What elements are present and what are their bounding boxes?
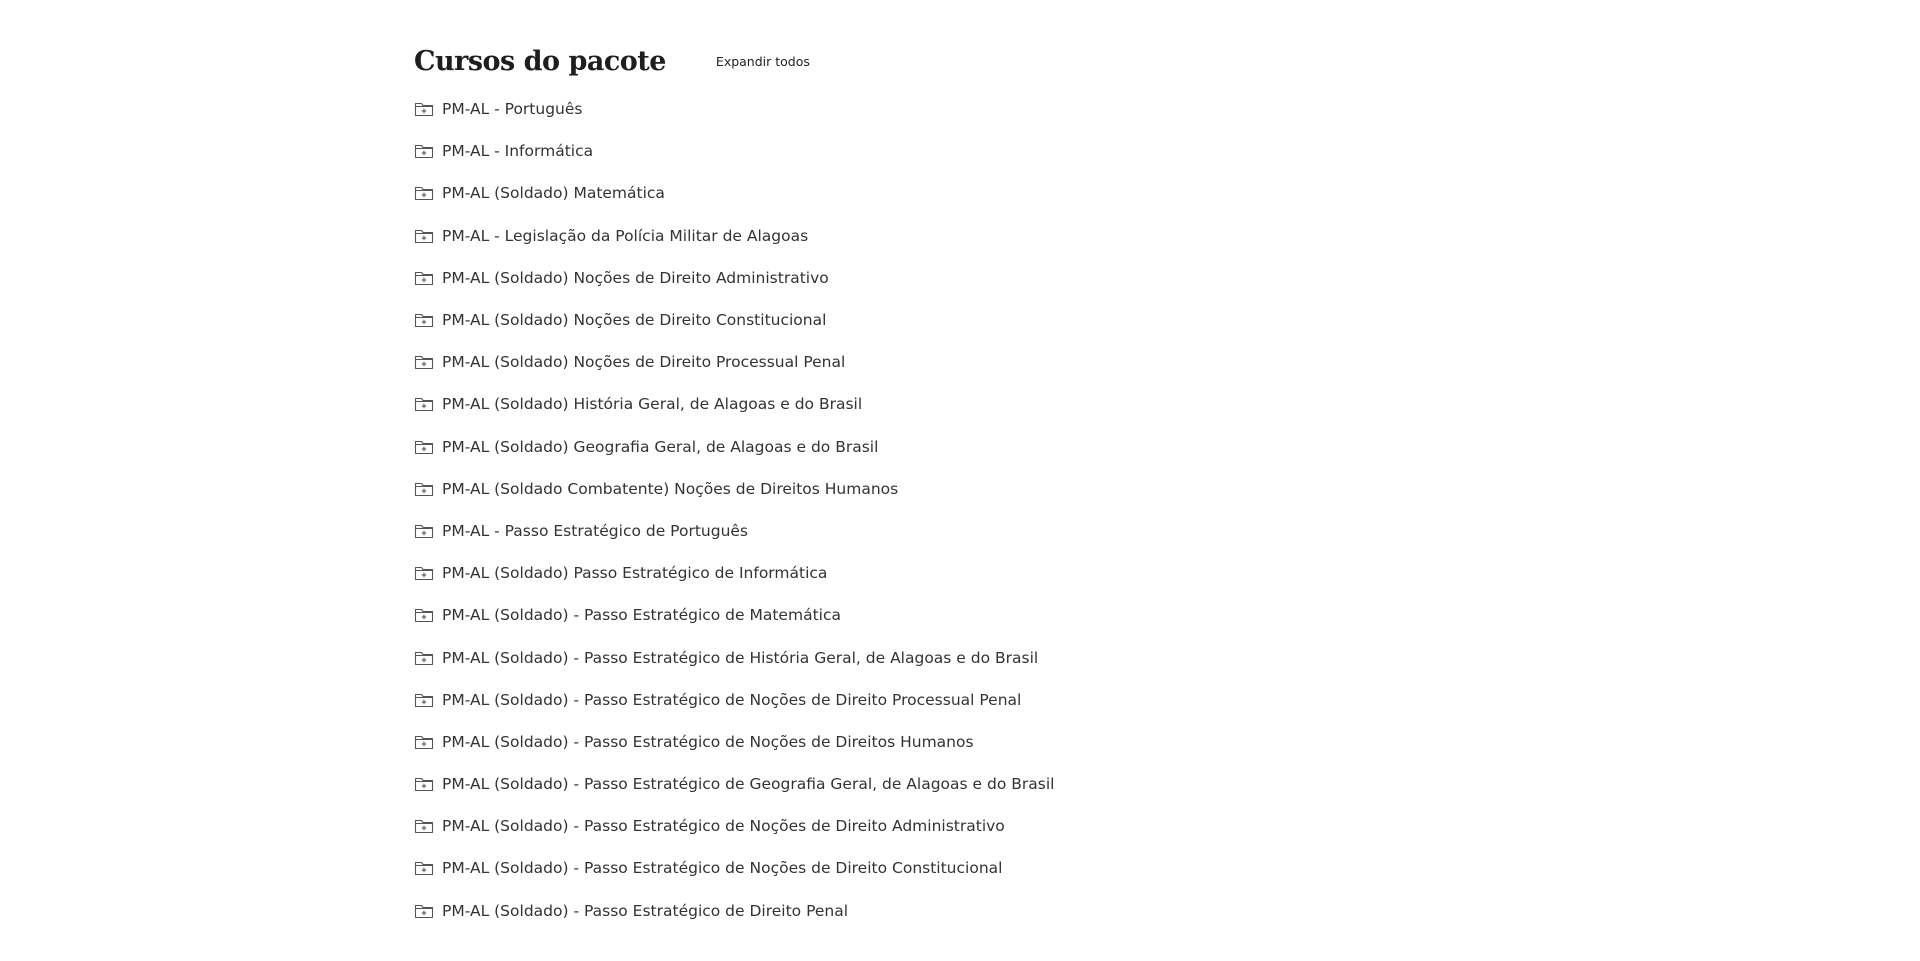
course-item[interactable]: [414, 890, 1514, 932]
section-title: Cursos do pacote: [414, 45, 666, 77]
course-item[interactable]: [414, 721, 1514, 763]
course-item[interactable]: [414, 594, 1514, 636]
course-label: PM-AL (Soldado) Geografia Geral, de Alagoas e do Brasil: [442, 437, 879, 456]
course-label: PM-AL (Soldado) - Passo Estratégico de Matemática: [442, 606, 841, 625]
folder-plus-icon: [414, 439, 434, 455]
course-label: PM-AL (Soldado) Noções de Direito Constitucional: [442, 311, 827, 330]
course-item[interactable]: [414, 679, 1514, 721]
folder-plus-icon: [414, 270, 434, 286]
course-label: PM-AL - Passo Estratégico de Português: [442, 521, 749, 540]
folder-plus-icon: [414, 101, 434, 117]
course-label: PM-AL (Soldado) Noções de Direito Processual Penal: [442, 353, 846, 372]
folder-plus-icon: [414, 818, 434, 834]
course-item[interactable]: [414, 847, 1514, 889]
course-item[interactable]: [414, 763, 1514, 805]
expand-all-button[interactable]: Expandir todos: [715, 53, 810, 69]
folder-plus-icon: [414, 228, 434, 244]
folder-plus-icon: [414, 860, 434, 876]
folder-plus-icon: [414, 903, 434, 919]
course-label: PM-AL (Soldado) - Passo Estratégico de História Geral, de Alagoas e do Brasil: [442, 648, 1039, 667]
course-label: PM-AL (Soldado Combatente) Noções de Direitos Humanos: [442, 479, 899, 498]
course-item[interactable]: [414, 383, 1514, 425]
course-label: PM-AL (Soldado) Passo Estratégico de Informática: [442, 564, 828, 583]
course-label: PM-AL (Soldado) - Passo Estratégico de Direito Penal: [442, 901, 849, 920]
course-label: PM-AL (Soldado) - Passo Estratégico de Noções de Direitos Humanos: [442, 732, 974, 751]
course-label: PM-AL (Soldado) - Passo Estratégico de Noções de Direito Processual Penal: [442, 690, 1022, 709]
course-item[interactable]: [414, 426, 1514, 468]
course-item[interactable]: [414, 636, 1514, 678]
course-item[interactable]: [414, 510, 1514, 552]
folder-plus-icon: [414, 692, 434, 708]
course-item[interactable]: [414, 172, 1514, 214]
folder-plus-icon: [414, 523, 434, 539]
course-label: PM-AL - Informática: [442, 142, 594, 161]
folder-plus-icon: [414, 565, 434, 581]
course-item[interactable]: [414, 299, 1514, 341]
course-item[interactable]: [414, 88, 1514, 130]
folder-plus-icon: [414, 481, 434, 497]
folder-plus-icon: [414, 776, 434, 792]
section-header: [414, 36, 1514, 86]
course-label: PM-AL (Soldado) Matemática: [442, 184, 665, 203]
course-item[interactable]: [414, 341, 1514, 383]
folder-plus-icon: [414, 185, 434, 201]
course-item[interactable]: [414, 805, 1514, 847]
course-item[interactable]: [414, 130, 1514, 172]
folder-plus-icon: [414, 396, 434, 412]
folder-plus-icon: [414, 312, 434, 328]
course-label: PM-AL - Português: [442, 100, 583, 119]
course-label: PM-AL (Soldado) - Passo Estratégico de Noções de Direito Constitucional: [442, 859, 1003, 878]
folder-plus-icon: [414, 354, 434, 370]
folder-plus-icon: [414, 607, 434, 623]
folder-plus-icon: [414, 143, 434, 159]
course-item[interactable]: [414, 552, 1514, 594]
course-label: PM-AL (Soldado) - Passo Estratégico de Noções de Direito Administrativo: [442, 817, 1005, 836]
folder-plus-icon: [414, 650, 434, 666]
folder-plus-icon: [414, 734, 434, 750]
course-label: PM-AL (Soldado) Noções de Direito Administrativo: [442, 268, 829, 287]
course-label: PM-AL (Soldado) - Passo Estratégico de Geografia Geral, de Alagoas e do Brasil: [442, 775, 1055, 794]
course-item[interactable]: [414, 215, 1514, 257]
course-label: PM-AL (Soldado) História Geral, de Alagoas e do Brasil: [442, 395, 863, 414]
course-item[interactable]: [414, 257, 1514, 299]
course-label: PM-AL - Legislação da Polícia Militar de Alagoas: [442, 226, 809, 245]
courses-section: [414, 36, 1514, 932]
course-item[interactable]: [414, 468, 1514, 510]
course-list: [414, 88, 1514, 932]
